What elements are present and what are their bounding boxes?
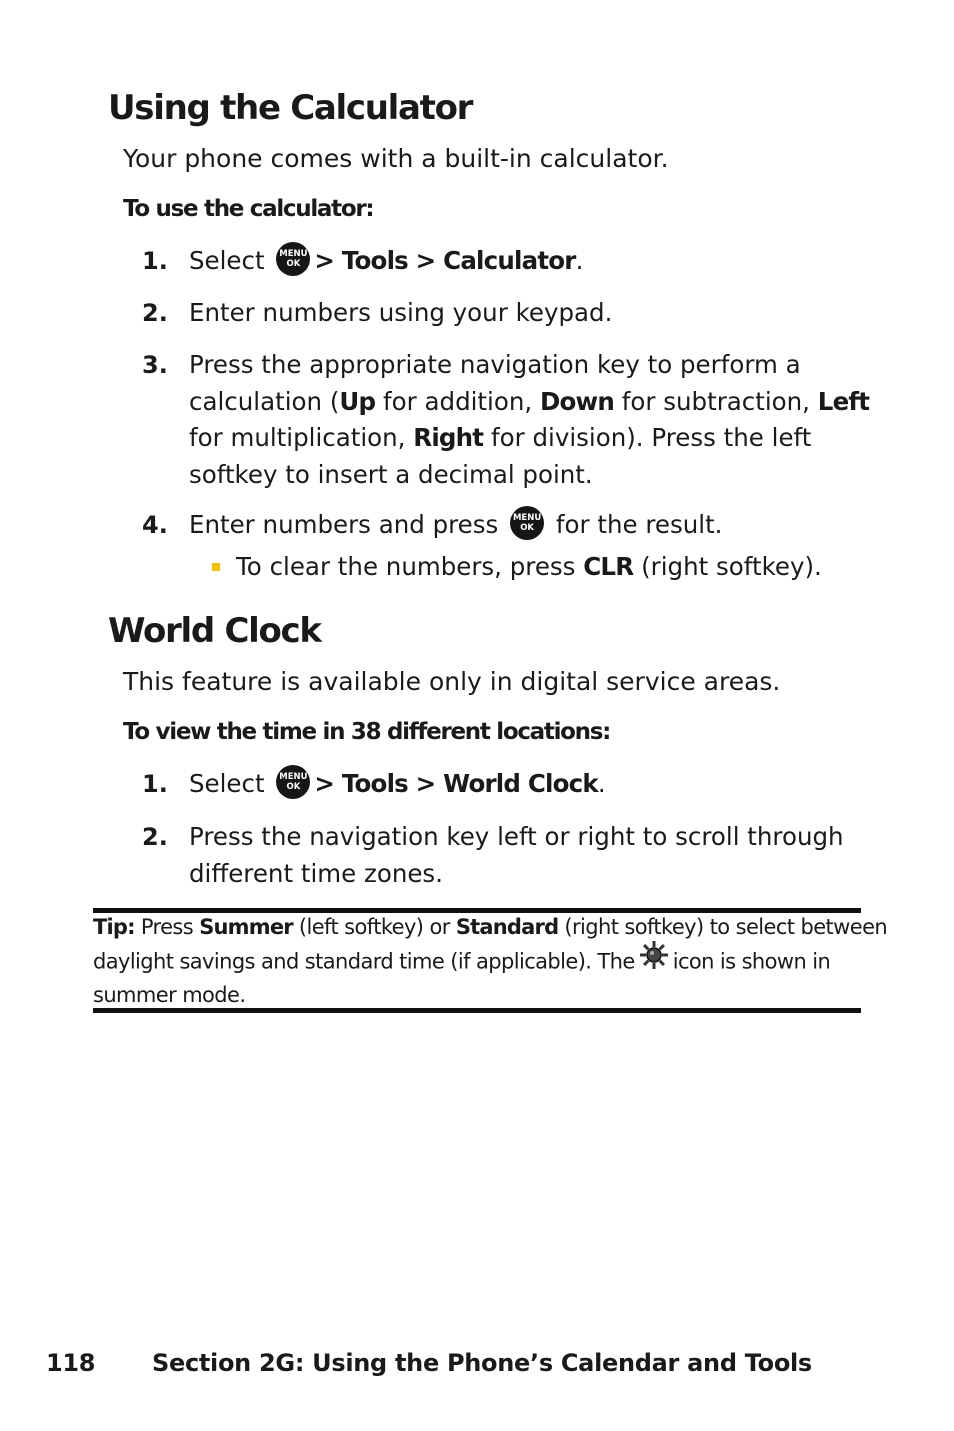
page-number: 118 <box>46 1349 96 1377</box>
calculator-intro: Your phone comes with a built-in calculator. <box>123 144 669 173</box>
world-clock-step-2 <box>0 819 954 895</box>
menu-path-world-clock: World Clock <box>443 769 598 798</box>
bullet-marker <box>212 563 220 571</box>
menu-path-calculator: Calculator <box>443 246 576 275</box>
step-number: 1. <box>142 770 168 798</box>
calculator-step-3 <box>0 347 954 497</box>
step-number: 2. <box>142 823 168 851</box>
menu-ok-icon: MENU OK <box>276 242 310 276</box>
section-title: Section 2G: Using the Phone’s Calendar and Tools <box>152 1349 812 1377</box>
step-text-end: for the result. <box>555 510 723 539</box>
tip-label: Tip: <box>93 915 135 939</box>
step-number: 4. <box>142 511 168 539</box>
menu-ok-icon: MENU OK <box>510 506 544 540</box>
world-clock-heading: World Clock <box>108 611 321 651</box>
step-text: Press the navigation key left or right to scroll through different time zones. <box>189 822 844 888</box>
step-text: Enter numbers using your keypad. <box>189 298 613 327</box>
clear-bullet-text: To clear the numbers, press CLR (right softkey). <box>236 552 822 581</box>
step-text: Enter numbers and press <box>189 510 499 539</box>
step-number: 3. <box>142 351 168 379</box>
world-clock-intro: This feature is available only in digital service areas. <box>123 667 781 696</box>
tip-box: Tip: Press Summer (left softkey) or Standard (right softkey) to select between daylight savings and standard time (if applicable). The icon is shown in summer mode. <box>93 915 888 1007</box>
summer-sun-icon <box>639 940 669 979</box>
menu-path-tools: > Tools > <box>314 769 444 798</box>
calculator-heading: Using the Calculator <box>108 88 473 128</box>
step-number: 1. <box>142 247 168 275</box>
step-text: Select <box>189 769 265 798</box>
calculator-subheading: To use the calculator: <box>123 196 374 222</box>
step-text: Select <box>189 246 265 275</box>
tip-bottom-rule <box>93 1008 861 1013</box>
menu-ok-icon: MENU OK <box>276 765 310 799</box>
menu-path-tools: > Tools > <box>314 246 444 275</box>
step-number: 2. <box>142 299 168 327</box>
step-text: Press the appropriate navigation key to perform a calculation (Up for addition, Down for subtraction, Left for multiplication, Right for division). Press the left softkey to insert a decimal point. <box>189 350 870 489</box>
world-clock-subheading: To view the time in 38 different locations: <box>123 719 611 745</box>
